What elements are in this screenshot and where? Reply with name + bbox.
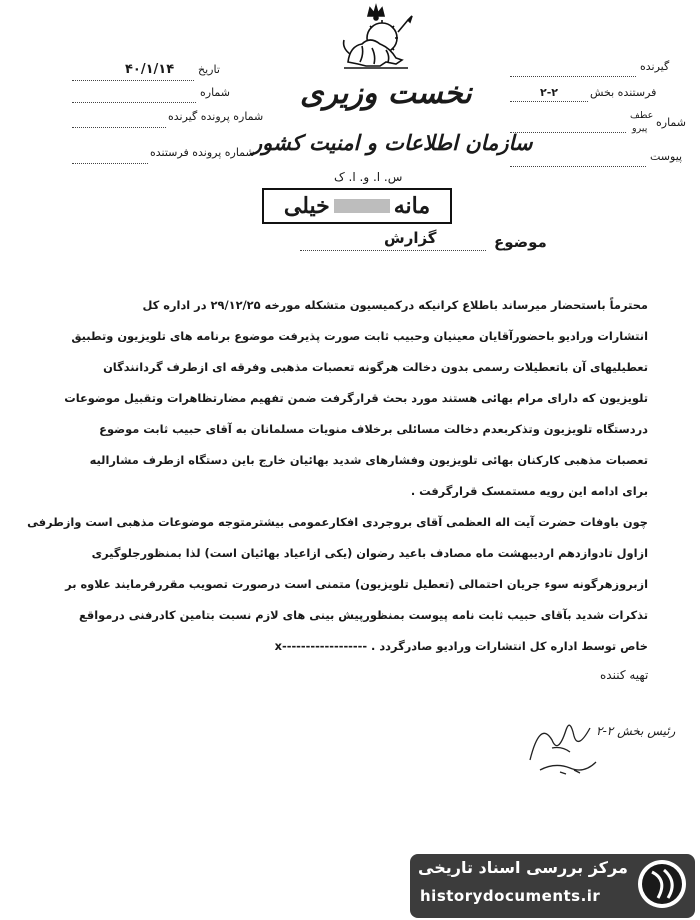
number-label-right: شماره [656, 116, 687, 129]
organization-code: س. ا. و. ا. ک [334, 170, 403, 184]
date-label: تاریخ [198, 63, 220, 76]
body-line: ازاول تادوازدهم اردیبهشت ماه مصادف باعید رضوان (یکی ازاعیاد بهائیان است) لذا بمنظورجلوگیری [91, 546, 648, 560]
sender-file-underline [72, 163, 148, 164]
recipient-file-label: شماره پرونده گیرنده [168, 110, 264, 123]
sender-section-label: فرستنده بخش [590, 86, 657, 99]
sender-file-label: شماره پرونده فرستنده [150, 146, 255, 159]
subject-underline [300, 250, 486, 251]
body-line: محترماً باستحضار میرساند باطلاع کرانیکه درکمیسیون متشکله مورخه ۲۹/۱۲/۲۵ در اداره کل [142, 298, 648, 312]
recipient-file-underline [72, 127, 166, 128]
sender-underline [510, 101, 588, 102]
handwritten-signature-icon [500, 700, 620, 780]
date-value: ۴۰/۱/۱۴ [125, 62, 175, 77]
number-underline-left [72, 102, 196, 103]
body-line: تعطیلیهای آن باتعطیلات رسمی بدون دخالت هرگونه تعصبات مذهبی وفرقه ای ازطرف گردانندگان [103, 360, 648, 374]
stamp-text-part1: خیلی [283, 193, 330, 219]
number-label-left: شماره [200, 86, 231, 99]
body-line: برای ادامه این رویه مستمسک قرارگرفت . [410, 484, 648, 498]
lion-sun-emblem-icon [336, 2, 416, 74]
body-line: دردستگاه تلویزیون وتذکربعدم دخالت مسائلی برخلاف منویات مسلمانان به آقای حبیب ثابت موضوع [99, 422, 648, 436]
ministry-title: نخست وزیری [300, 76, 472, 111]
subject-value: گزارش [384, 229, 437, 247]
body-line: تلویزیون که دارای مرام بهائی هستند مورد بحث قرارگرفت ضمن تفهیم مضارتظاهرات وتقبیل موضوعات [64, 391, 648, 405]
body-line: تذکرات شدید بآقای حبیب ثابت نامه پیوست بمنظورپیش بینی های لازم نسبت بتامین کادرفنی درمواقع [79, 608, 648, 622]
ref-label: عطف [630, 110, 654, 121]
watermark-url-text: historydocuments.ir [420, 887, 601, 905]
attachment-underline [510, 166, 646, 167]
stamp-redaction [334, 199, 390, 213]
body-line: ازبروزهرگونه سوء جریان احتمالی (تعطیل تلویزیون) متمنی است درصورت تصویب مقررفرمایند علاوه بر [65, 577, 648, 591]
organization-title: سازمان اطلاعات و امنیت کشور [252, 130, 533, 155]
letter-body [18, 290, 648, 662]
follow-label: پیرو [632, 123, 648, 134]
signer-title: رئیس بخش ۲-۲ [596, 724, 676, 738]
sender-section-value: ۲-۲ [540, 86, 558, 99]
classification-stamp [262, 188, 452, 224]
body-line: انتشارات ورادیو باحضورآقایان معینیان وحبیب ثابت صورت پذیرفت موضوع برنامه های تلویزیون وتطبیق [71, 329, 648, 343]
recipient-label: گیرنده [640, 60, 670, 73]
attachment-label: پیوست [650, 150, 683, 163]
watermark-persian-text: مرکز بررسی اسناد تاریخی [418, 858, 628, 877]
stamp-text-part2: مانه [393, 193, 431, 219]
recipient-underline [510, 76, 636, 77]
prepared-by-label: تهیه کننده [600, 668, 649, 682]
number-underline-right [510, 132, 626, 133]
body-line: تعصبات مذهبی کارکنان بهائی تلویزیون وفشارهای شدید بهائیان خارج باین دستگاه ازطرف مشارالیه [89, 453, 648, 467]
body-line: چون باوفات حضرت آیت اله العظمی آقای بروجردی افکارعمومی بیشترمتوجه موضوعات مذهبی است وازطرفی [27, 515, 648, 529]
body-line: خاص توسط اداره کل انتشارات ورادیو صادرگردد . ------------------x [274, 639, 648, 653]
subject-label: موضوع [494, 233, 547, 251]
date-underline [72, 80, 194, 81]
